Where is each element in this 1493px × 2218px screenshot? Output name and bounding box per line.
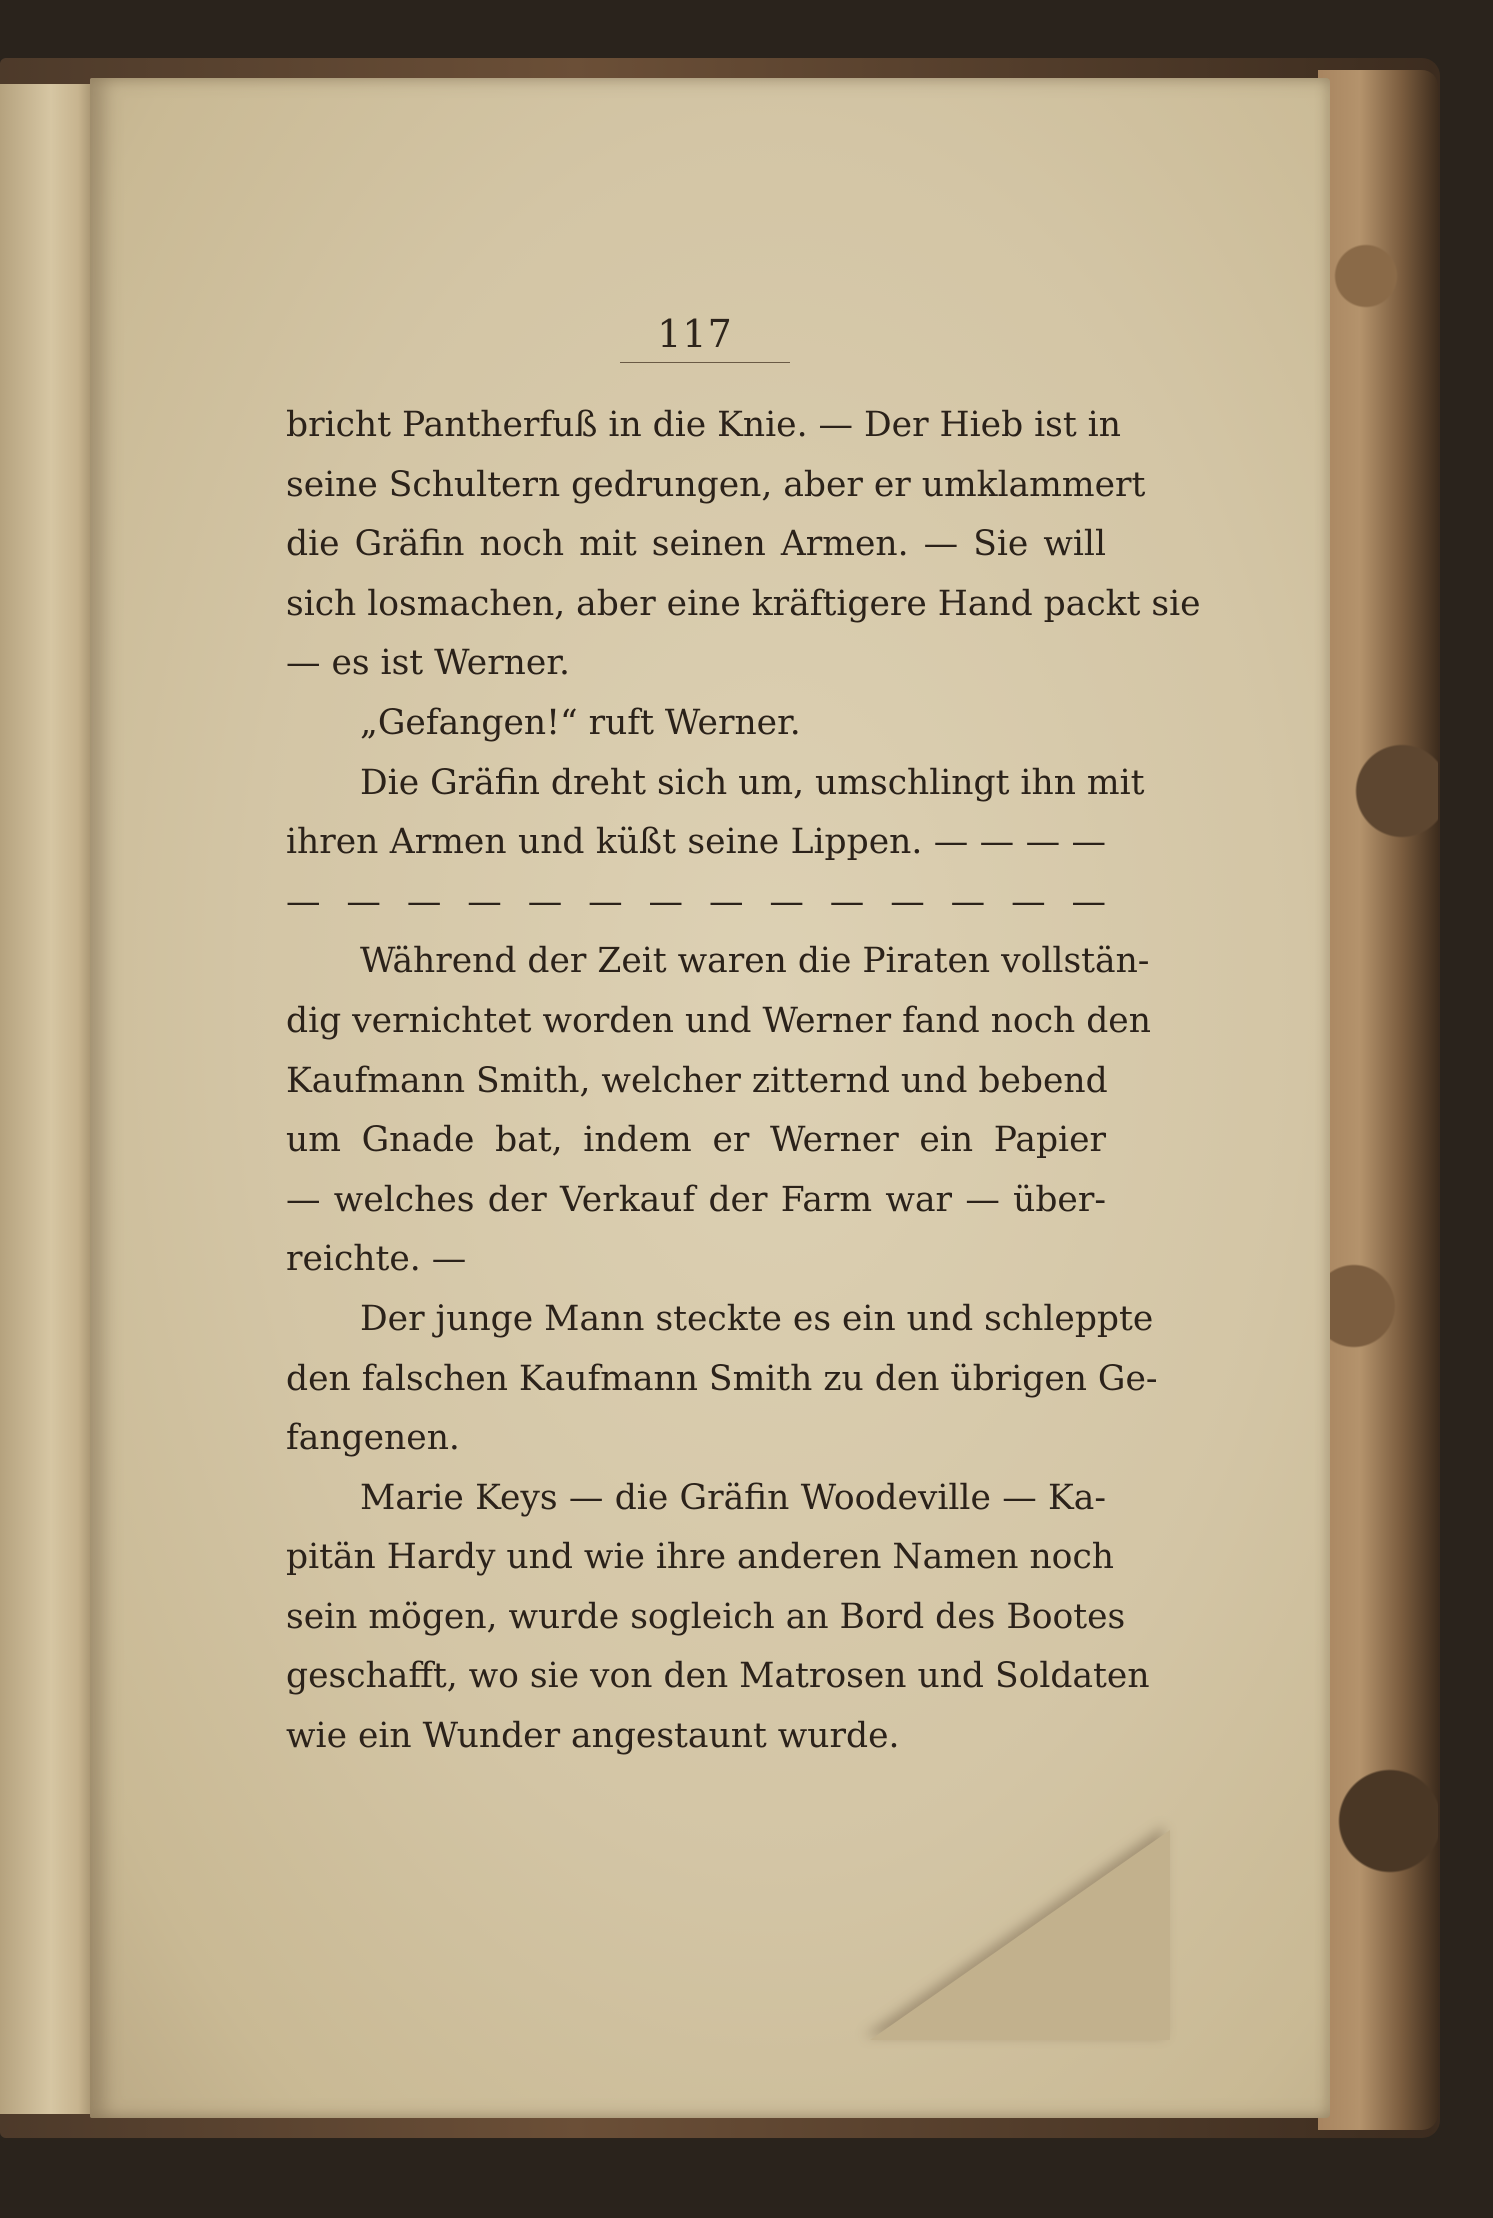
text-line: — welches der Verkauf der Farm war — über- [286, 1179, 1106, 1220]
text-line: fangenen. [286, 1418, 460, 1459]
text-line: seine Schultern gedrungen, aber er umklammert [286, 464, 1146, 505]
book-edge [1318, 70, 1438, 2130]
text-line: ihren Armen und küßt seine Lippen. — — — — [286, 822, 1106, 863]
text-line: die Gräfin noch mit seinen Armen. — Sie will [286, 524, 1106, 565]
page-number-rule [620, 362, 790, 363]
text-line: den falschen Kaufmann Smith zu den übrigen Ge- [286, 1358, 1158, 1399]
text-line: wie ein Wunder angestaunt wurde. [286, 1716, 900, 1757]
folded-corner [870, 1830, 1170, 2040]
text-line: Die Gräfin dreht sich um, umschlingt ihn mit [360, 762, 1145, 803]
body-text [286, 396, 1201, 1767]
text-line: reichte. — [286, 1239, 467, 1280]
text-line: Der junge Mann steckte es ein und schleppte [360, 1298, 1154, 1339]
text-line: pitän Hardy und wie ihre anderen Namen noch [286, 1537, 1114, 1578]
text-line: sich losmachen, aber eine kräftigere Hand packt sie [286, 583, 1201, 624]
text-line: „Gefangen!“ ruft Werner. [360, 702, 801, 743]
text-line: geschafft, wo sie von den Matrosen und Soldaten [286, 1656, 1150, 1697]
text-line: Marie Keys — die Gräfin Woodeville — Ka- [360, 1477, 1106, 1518]
page-number: 117 [657, 312, 733, 356]
text-line: Während der Zeit waren die Piraten vollstän- [360, 941, 1150, 982]
text-line: — — — — — — — — — — — — — — [286, 881, 1106, 922]
text-line: bricht Pantherfuß in die Knie. — Der Hieb ist in [286, 405, 1121, 445]
text-line: Kaufmann Smith, welcher zitternd und bebend [286, 1060, 1108, 1101]
text-line: dig vernichtet worden und Werner fand noch den [286, 1000, 1151, 1041]
text-line: sein mögen, wurde sogleich an Bord des Bootes [286, 1596, 1126, 1637]
text-line: — es ist Werner. [286, 643, 570, 684]
left-page-edge [0, 84, 94, 2114]
text-line: um Gnade bat, indem er Werner ein Papier [286, 1120, 1106, 1161]
